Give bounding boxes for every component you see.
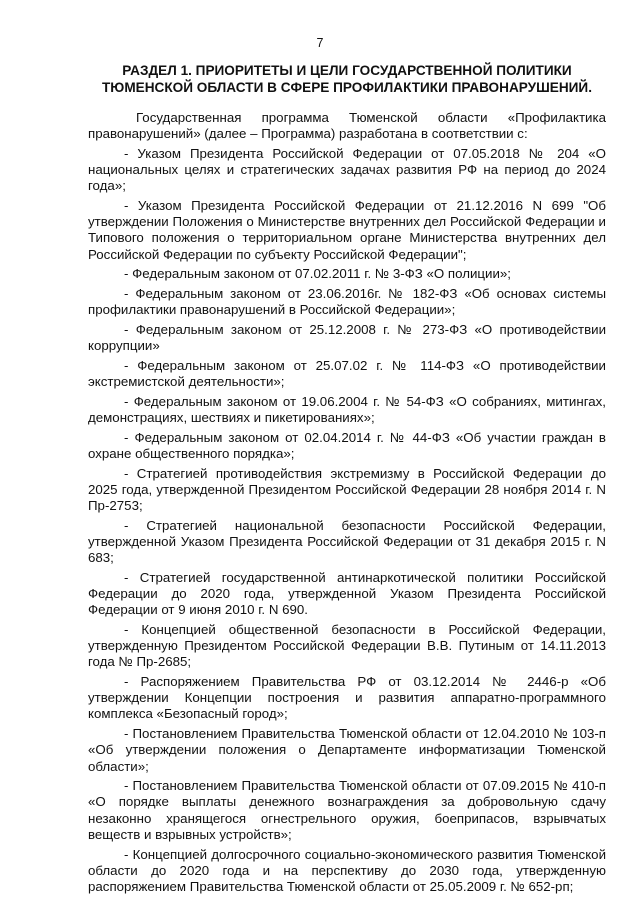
list-item: - Постановлением Правительства Тюменской области от 12.04.2010 № 103-п «Об утверждении положения о Департаменте информатизации Тюменской области»; xyxy=(88,726,606,774)
intro-paragraph: Государственная программа Тюменской области «Профилактика правонарушений» (далее – Программа) разработана в соответствии с: xyxy=(88,110,606,142)
page-number: 7 xyxy=(316,36,324,50)
list-item: - Федеральным законом от 25.07.02 г. № 114-ФЗ «О противодействии экстремистской деятельности»; xyxy=(88,357,606,390)
list-item: - Стратегией государственной антинаркотической политики Российской Федерации до 2020 года, утвержденной Указом Президента Российской Федерации от 9 июня 2010 г. N 690. xyxy=(88,569,606,618)
list-item: - Стратегией национальной безопасности Российской Федерации, утвержденной Указом Президента Российской Федерации от 31 декабря 2015 г. N 683; xyxy=(88,517,606,566)
list-item: - Федеральным законом от 07.02.2011 г. № 3-ФЗ «О полиции»; xyxy=(124,266,511,282)
list-item: - Федеральным законом от 19.06.2004 г. № 54-ФЗ «О собраниях, митингах, демонстрациях, шествиях и пикетированиях»; xyxy=(88,393,606,425)
list-item: - Федеральным законом от 02.04.2014 г. № 44-ФЗ «Об участии граждан в охране общественного порядка»; xyxy=(88,429,606,461)
list-item: - Концепцией общественной безопасности в Российской Федерации, утвержденную Президентом Российской Федерации В.В. Путиным от 14.11.2013 года № Пр-2685; xyxy=(88,621,606,670)
list-item: - Указом Президента Российской Федерации от 21.12.2016 N 699 "Об утверждении Положения о Министерстве внутренних дел Российской Федерации и Типового положения о территориальном органе Министерства внутренних дел Российской Федерации по субъекту Российской Федерации"; xyxy=(88,198,606,262)
list-item: - Стратегией противодействия экстремизму в Российской Федерации до 2025 года, утвержденной Президентом Российской Федерации 28 ноября 2014 г. N Пр-2753; xyxy=(88,465,606,513)
list-item: - Указом Президента Российской Федерации от 07.05.2018 № 204 «О национальных целях и стратегических задачах развития РФ на период до 2024 года»; xyxy=(88,145,606,194)
list-item: - Постановлением Правительства Тюменской области от 07.09.2015 № 410-п «О порядке выплаты денежного вознаграждения за добровольную сдачу незаконно хранящегося огнестрельного оружия, боеприпасов, взрывчатых веществ и взрывных устройств»; xyxy=(88,778,606,842)
list-item: - Концепцией долгосрочного социально-экономического развития Тюменской области до 2020 года и на перспективу до 2030 года, утвержденную распоряжением Правительства Тюменской области от 25.05.2009 г. № 652-рп; xyxy=(88,846,606,894)
list-item: - Федеральным законом от 25.12.2008 г. № 273-ФЗ «О противодействии коррупции» xyxy=(88,321,606,354)
list-item: - Федеральным законом от 23.06.2016г. № 182-ФЗ «Об основах системы профилактики правонарушений в Российской Федерации»; xyxy=(88,286,606,318)
section-title: РАЗДЕЛ 1. ПРИОРИТЕТЫ И ЦЕЛИ ГОСУДАРСТВЕННОЙ ПОЛИТИКИ ТЮМЕНСКОЙ ОБЛАСТИ В СФЕРЕ ПРОФИЛАКТИКИ ПРАВОНАРУШЕНИЙ. xyxy=(102,63,592,95)
list-item: - Распоряжением Правительства РФ от 03.12.2014 № 2446-р «Об утверждении Концепции построения и развития аппаратно-программного комплекса «Безопасный город»; xyxy=(88,674,606,722)
document-body xyxy=(88,110,606,899)
